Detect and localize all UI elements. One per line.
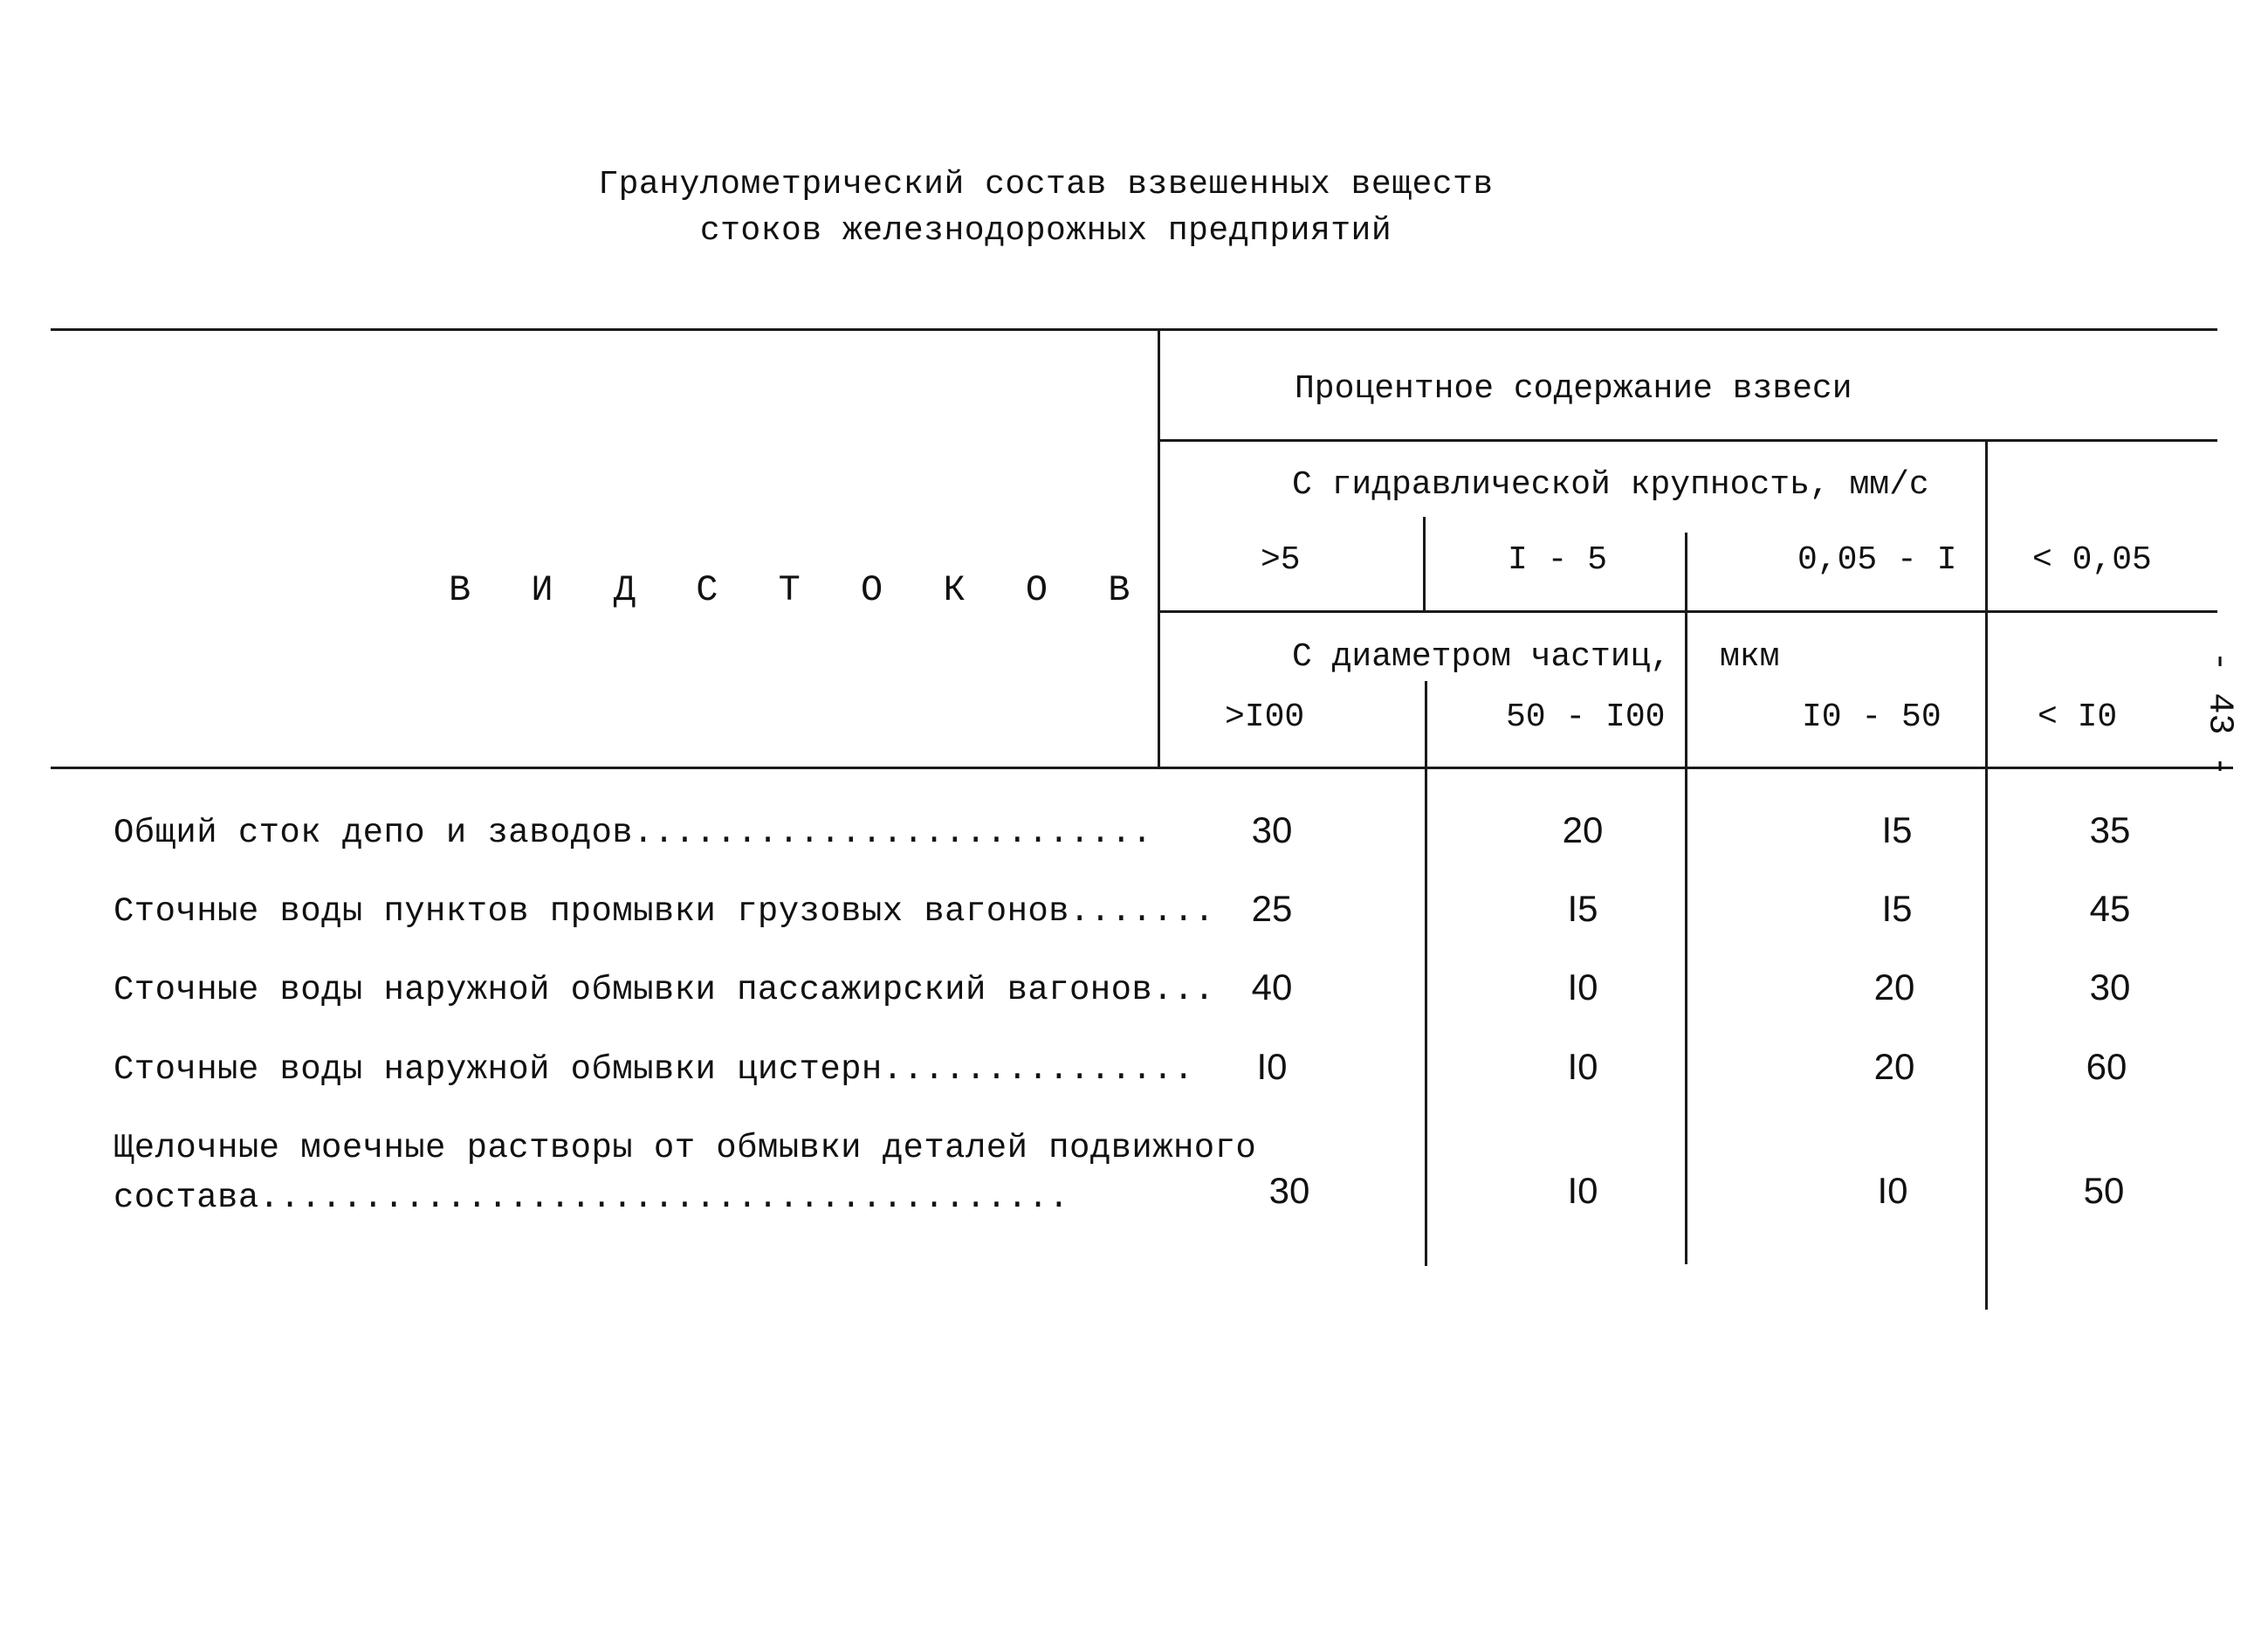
table-cell: I0 [1567, 1170, 1598, 1211]
table-cell: I0 [1567, 1046, 1598, 1087]
table-cell: 40 [1251, 967, 1293, 1008]
table-row-label-continuation: состава....................................... [113, 1179, 1069, 1217]
hydraulic-range-3: 0,05 - I [1797, 541, 1957, 579]
table-cell: I0 [1877, 1170, 1908, 1211]
diameter-range-1: >I00 [1225, 698, 1305, 736]
diameter-range-3: I0 - 50 [1802, 698, 1942, 736]
header-suspension-percent: Процентное содержание взвеси [1295, 370, 1852, 408]
column-divider-3 [1985, 439, 1988, 1310]
table-cell: 25 [1251, 888, 1293, 929]
table-cell: 20 [1873, 967, 1915, 1008]
header-hydraulic-size: С гидравлической крупность, мм/с [1292, 466, 1929, 504]
column-divider-2 [1685, 533, 1687, 1264]
hydraulic-range-2: I - 5 [1508, 541, 1608, 579]
diameter-range-2: 50 - I00 [1506, 698, 1666, 736]
table-cell: 30 [1251, 809, 1293, 850]
table-cell: 20 [1873, 1046, 1915, 1087]
table-cell: I0 [1567, 967, 1598, 1008]
table-cell: I5 [1881, 809, 1913, 850]
table-cell: 20 [1562, 809, 1604, 850]
table-cell: 30 [2089, 967, 2131, 1008]
column-divider-1b [1425, 681, 1427, 1266]
column-header-wastewater-type: В И Д С Т О К О В [449, 569, 1150, 611]
document-title-line-1: Гранулометрический состав взвешенных веществ [598, 166, 1494, 203]
table-cell: 35 [2089, 809, 2131, 850]
hydraulic-range-4: < 0,05 [2032, 541, 2152, 579]
table-cell: 60 [2086, 1046, 2127, 1087]
table-row-label: Сточные воды пунктов промывки грузовых вагонов....... [113, 892, 1215, 931]
column-divider-1a [1423, 517, 1426, 613]
diameter-range-4: < I0 [2038, 698, 2118, 736]
table-cell: 50 [2083, 1170, 2125, 1211]
table-row-label: Щелочные моечные растворы от обмывки деталей подвижного [113, 1129, 1257, 1167]
header-bottom-rule [51, 767, 2233, 769]
table-cell: 30 [1268, 1170, 1310, 1211]
header-divider-2 [1159, 610, 2217, 613]
table-top-rule [51, 328, 2217, 331]
header-divider-1 [1159, 439, 2217, 442]
label-column-divider [1158, 328, 1160, 768]
table-row-label: Сточные воды наружной обмывки цистерн............... [113, 1050, 1194, 1089]
header-particle-diameter-unit: мкм [1720, 638, 1780, 676]
table-cell: 45 [2089, 888, 2131, 929]
hydraulic-range-1: >5 [1261, 541, 1301, 579]
page-number: - 43 - [2199, 650, 2239, 777]
table-cell: I5 [1567, 888, 1598, 929]
table-row-label: Общий сток депо и заводов......................... [113, 814, 1153, 852]
table-cell: I0 [1256, 1046, 1288, 1087]
table-cell: I5 [1881, 888, 1913, 929]
document-title-line-2: стоков железнодорожных предприятий [699, 212, 1392, 250]
header-particle-diameter: С диаметром частиц, [1292, 638, 1671, 676]
table-row-label: Сточные воды наружной обмывки пассажирский вагонов... [113, 971, 1215, 1009]
